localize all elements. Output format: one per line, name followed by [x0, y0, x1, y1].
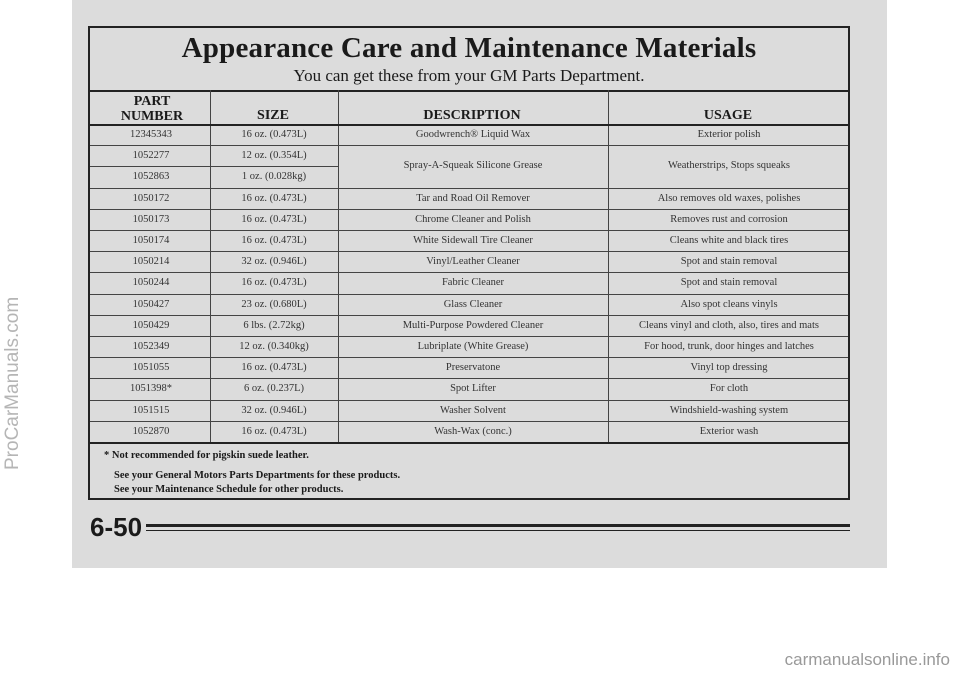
cell-part-number: 1052870: [132, 425, 170, 437]
cell-size: 16 oz. (0.473L): [241, 192, 307, 204]
row-divider: [90, 209, 848, 210]
cell-description: Goodwrench® Liquid Wax: [415, 129, 531, 140]
cell-size: 16 oz. (0.473L): [241, 235, 307, 246]
cell-description: Washer Solvent: [440, 404, 506, 416]
row-divider: [90, 251, 848, 252]
page-subtitle: You can get these from your GM Parts Department.: [293, 66, 645, 85]
cell-description: Spray-A-Squeak Silicone Grease: [403, 160, 543, 172]
note-parts-department: See your General Motors Parts Departments for these products.: [114, 470, 401, 481]
cell-usage: Vinyl top dressing: [690, 362, 768, 374]
cell-size: 32 oz. (0.946L): [241, 256, 307, 268]
cell-part-number: 1050427: [132, 298, 170, 310]
cell-description: Tar and Road Oil Remover: [416, 192, 530, 204]
cell-description: Spot Lifter: [450, 383, 496, 395]
header-usage: USAGE: [703, 108, 753, 123]
materials-table-box: [88, 26, 850, 500]
cell-usage: Also spot cleans vinyls: [680, 298, 778, 310]
row-divider: [90, 421, 848, 422]
cell-usage: Spot and stain removal: [680, 256, 778, 268]
row-divider: [90, 145, 848, 146]
page-number: 6-50: [90, 512, 143, 542]
cell-part-number: 1050173: [132, 213, 170, 225]
cell-part-number: 1050172: [132, 192, 170, 204]
cell-usage: Cleans white and black tires: [669, 235, 789, 246]
title-divider: [90, 90, 848, 92]
row-divider: [90, 188, 848, 189]
cell-usage: Also removes old waxes, polishes: [657, 192, 801, 204]
cell-description: Glass Cleaner: [443, 298, 503, 310]
cell-usage: For hood, trunk, door hinges and latches: [644, 341, 814, 352]
cell-usage: Exterior wash: [699, 425, 759, 437]
cell-size: 23 oz. (0.680L): [241, 298, 307, 310]
cell-size: 16 oz. (0.473L): [241, 129, 307, 140]
row-divider: [90, 315, 848, 316]
cell-size: 1 oz. (0.028kg): [241, 171, 307, 183]
cell-usage: Cleans vinyl and cloth, also, tires and mats: [639, 319, 819, 331]
cell-size: 16 oz. (0.473L): [241, 213, 307, 225]
header-part-number: PART NUMBER: [120, 94, 184, 124]
cell-description: White Sidewall Tire Cleaner: [413, 235, 533, 246]
cell-size: 16 oz. (0.473L): [241, 425, 307, 437]
row-divider: [90, 357, 848, 358]
cell-description: Lubriplate (White Grease): [417, 341, 529, 352]
cell-part-number: 1050429: [132, 319, 170, 331]
cell-description: Multi-Purpose Powdered Cleaner: [402, 319, 544, 331]
cell-usage: Removes rust and corrosion: [670, 213, 788, 225]
cell-part-number: 1050214: [132, 256, 170, 268]
footer-rule-thin: [146, 530, 850, 531]
page-title: Appearance Care and Maintenance Materials: [181, 32, 757, 64]
cell-usage: Windshield-washing system: [669, 404, 789, 416]
cell-description: Preservatone: [445, 362, 501, 374]
cell-part-number: 1052863: [132, 171, 170, 183]
cell-usage: For cloth: [709, 383, 749, 395]
cell-usage: Spot and stain removal: [680, 277, 778, 289]
cell-part-number: 12345343: [130, 129, 172, 140]
cell-usage: Exterior polish: [697, 129, 761, 140]
row-divider: [90, 336, 848, 337]
cell-size: 12 oz. (0.354L): [241, 150, 307, 162]
header-description: DESCRIPTION: [423, 108, 521, 123]
cell-description: Vinyl/Leather Cleaner: [426, 256, 520, 268]
cell-description: Chrome Cleaner and Polish: [415, 213, 531, 225]
watermark-left: ProCarManuals.com: [2, 296, 23, 470]
note-maintenance-schedule: See your Maintenance Schedule for other products.: [114, 484, 344, 495]
row-divider: [90, 166, 338, 167]
row-divider: [90, 272, 848, 273]
cell-usage: Weatherstrips, Stops squeaks: [668, 160, 790, 172]
cell-size: 32 oz. (0.946L): [241, 404, 307, 416]
cell-description: Wash-Wax (conc.): [434, 425, 512, 437]
cell-part-number: 1051055: [132, 362, 170, 374]
row-divider: [90, 230, 848, 231]
row-divider: [90, 400, 848, 401]
row-divider: [90, 294, 848, 295]
column-divider: [210, 90, 211, 442]
cell-part-number: 1051515: [132, 404, 170, 416]
cell-part-number: 1051398*: [130, 383, 172, 395]
header-size: SIZE: [257, 108, 289, 123]
cell-size: 6 lbs. (2.72kg): [243, 319, 305, 331]
cell-part-number: 1052349: [132, 341, 170, 352]
cell-size: 6 oz. (0.237L): [243, 383, 305, 395]
cell-part-number: 1052277: [132, 150, 170, 162]
cell-size: 16 oz. (0.473L): [241, 362, 307, 374]
column-divider: [608, 90, 609, 442]
note-asterisk: * Not recommended for pigskin suede leather.: [104, 450, 309, 461]
column-divider: [338, 90, 339, 442]
watermark-bottom: carmanualsonline.info: [784, 650, 950, 669]
footer-rule: [146, 524, 850, 527]
table-bottom-rule: [90, 442, 848, 444]
cell-part-number: 1050174: [132, 235, 170, 246]
cell-size: 12 oz. (0.340kg): [239, 341, 309, 352]
row-divider: [90, 378, 848, 379]
cell-description: Fabric Cleaner: [441, 277, 505, 289]
cell-part-number: 1050244: [132, 277, 170, 289]
cell-size: 16 oz. (0.473L): [241, 277, 307, 289]
